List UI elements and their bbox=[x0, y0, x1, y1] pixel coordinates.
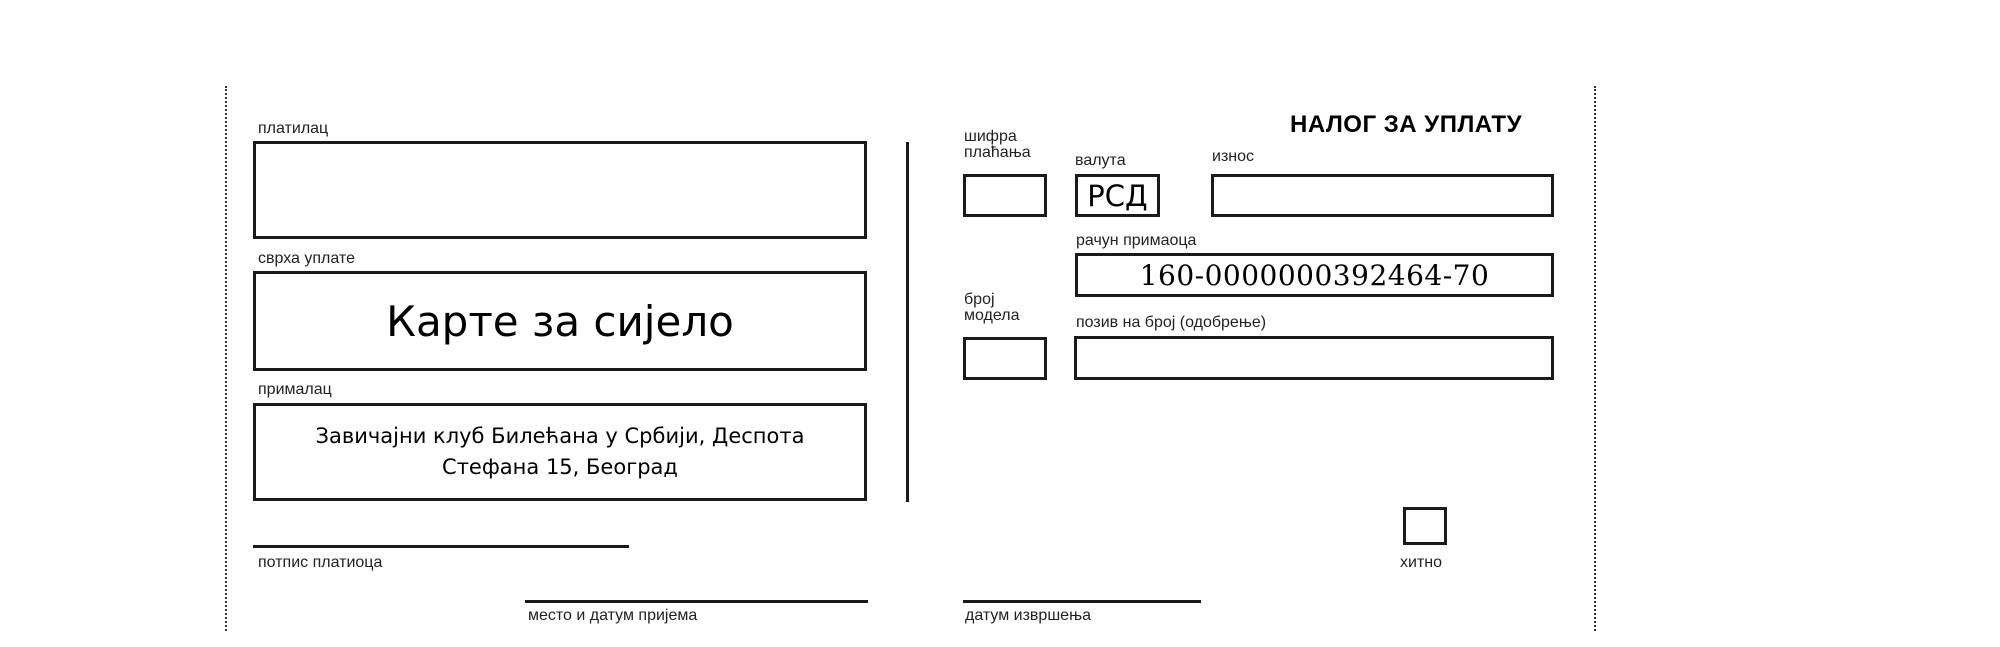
currency-value: РСД bbox=[1087, 178, 1148, 213]
payment-code-field[interactable] bbox=[963, 174, 1047, 217]
payer-field[interactable] bbox=[253, 141, 867, 239]
recipient-line-1: Завичајни клуб Билећана у Србији, Деспота bbox=[315, 424, 805, 448]
place-date-label: место и датум пријема bbox=[528, 607, 698, 624]
right-cut-line bbox=[1594, 86, 1596, 631]
urgent-checkbox[interactable] bbox=[1403, 507, 1447, 545]
purpose-value: Карте за сијело bbox=[386, 296, 734, 346]
execution-date-line[interactable] bbox=[963, 600, 1201, 603]
payment-code-label-line-2: плаћања bbox=[964, 144, 1031, 161]
payment-code-value bbox=[966, 177, 1044, 214]
reference-label: позив на број (одобрење) bbox=[1076, 314, 1267, 331]
payer-value bbox=[256, 144, 864, 236]
account-label: рачун примаоца bbox=[1076, 232, 1197, 249]
reference-value bbox=[1077, 339, 1551, 377]
form-title: НАЛОГ ЗА УПЛАТУ bbox=[1290, 111, 1523, 138]
account-value: 160-0000000392464-70 bbox=[1139, 258, 1490, 292]
center-divider bbox=[906, 142, 909, 502]
place-date-line[interactable] bbox=[525, 600, 868, 603]
currency-field[interactable] bbox=[1075, 174, 1160, 217]
model-label bbox=[964, 292, 1019, 324]
recipient-value bbox=[256, 406, 864, 498]
urgent-label: хитно bbox=[1400, 554, 1442, 571]
model-label-line-1: број bbox=[964, 291, 995, 308]
payment-code-label-line-1: шифра bbox=[964, 128, 1017, 145]
left-cut-line bbox=[225, 86, 227, 631]
amount-field[interactable] bbox=[1211, 174, 1554, 217]
amount-value bbox=[1214, 177, 1551, 214]
model-label-line-2: модела bbox=[964, 307, 1020, 324]
recipient-field[interactable] bbox=[253, 403, 867, 501]
payer-label: платилац bbox=[258, 120, 329, 137]
currency-label: валута bbox=[1075, 152, 1126, 169]
recipient-line-2: Стефана 15, Београд bbox=[442, 455, 678, 479]
recipient-label: прималац bbox=[258, 381, 332, 398]
model-field[interactable] bbox=[963, 337, 1047, 380]
account-field[interactable] bbox=[1075, 253, 1554, 297]
purpose-label: сврха уплате bbox=[258, 250, 355, 267]
purpose-field[interactable] bbox=[253, 271, 867, 371]
amount-label: износ bbox=[1212, 148, 1255, 165]
payer-signature-line[interactable] bbox=[253, 545, 629, 548]
reference-field[interactable] bbox=[1074, 336, 1554, 380]
model-value bbox=[966, 340, 1044, 377]
execution-date-label: датум извршења bbox=[965, 607, 1091, 624]
payer-signature-label: потпис платиоца bbox=[258, 554, 383, 571]
payment-code-label bbox=[964, 129, 1031, 161]
